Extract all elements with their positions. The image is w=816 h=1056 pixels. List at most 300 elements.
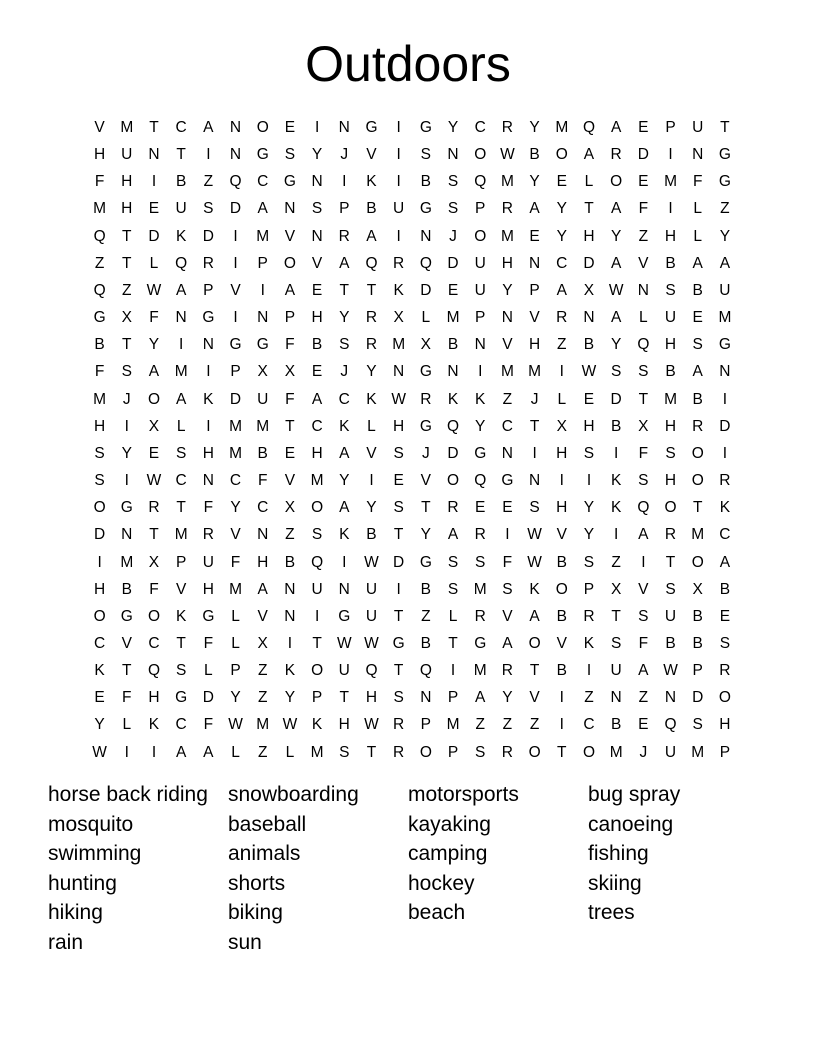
- grid-letter: V: [420, 472, 432, 490]
- grid-letter: U: [393, 200, 405, 218]
- grid-letter: I: [97, 553, 102, 571]
- grid-letter: D: [583, 254, 595, 272]
- grid-letter: I: [342, 173, 347, 191]
- grid-letter: X: [121, 309, 132, 327]
- grid-letter: Z: [720, 200, 730, 218]
- grid-letter: H: [583, 227, 595, 245]
- grid-letter: G: [229, 336, 242, 354]
- grid-letter: N: [447, 146, 459, 164]
- grid-letter: X: [148, 553, 160, 571]
- grid-letter: N: [284, 580, 296, 598]
- grid-letter: A: [284, 281, 296, 299]
- grid-letter: U: [311, 580, 323, 598]
- grid-letter: N: [637, 281, 649, 299]
- grid-letter: R: [501, 119, 513, 136]
- grid-letter: F: [122, 689, 132, 707]
- grid-letter: M: [500, 173, 514, 191]
- grid-letter: I: [151, 743, 157, 761]
- grid-letter: P: [203, 281, 214, 299]
- grid-letter: P: [529, 281, 540, 299]
- grid-letter: F: [692, 173, 703, 191]
- grid-letter: U: [664, 607, 677, 625]
- grid-letter: G: [718, 173, 731, 191]
- grid-letter: O: [474, 146, 487, 164]
- grid-letter: H: [501, 254, 513, 272]
- grid-letter: K: [366, 390, 377, 408]
- grid-letter: M: [229, 580, 242, 598]
- grid-letter: L: [122, 716, 132, 734]
- grid-letter: C: [311, 417, 323, 435]
- grid-letter: S: [692, 336, 703, 354]
- grid-letter: A: [583, 146, 595, 164]
- grid-letter: A: [175, 281, 187, 299]
- grid-letter: Z: [257, 743, 268, 761]
- grid-letter: Y: [420, 526, 432, 544]
- grid-letter: E: [638, 173, 649, 191]
- grid-letter: I: [260, 281, 265, 299]
- grid-letter: C: [93, 634, 106, 652]
- grid-letter: N: [257, 526, 269, 544]
- grid-letter: G: [93, 309, 106, 327]
- grid-letter: M: [256, 716, 270, 734]
- grid-row: [86, 223, 739, 250]
- grid-letter: L: [421, 309, 431, 327]
- grid-letter: M: [691, 526, 705, 544]
- grid-letter: K: [175, 607, 187, 625]
- grid-letter: J: [449, 227, 457, 245]
- grid-letter: K: [447, 390, 459, 408]
- grid-letter: U: [692, 119, 704, 136]
- grid-letter: L: [285, 743, 295, 761]
- grid-letter: W: [581, 363, 597, 381]
- grid-letter: B: [665, 634, 676, 652]
- grid-letter: L: [204, 662, 213, 680]
- grid-letter: I: [124, 417, 129, 435]
- grid-letter: V: [556, 526, 567, 544]
- grid-letter: Z: [638, 689, 649, 707]
- grid-letter: I: [450, 662, 456, 680]
- grid-letter: E: [311, 281, 323, 299]
- grid-letter: R: [583, 607, 595, 625]
- grid-letter: U: [121, 146, 133, 164]
- grid-letter: J: [340, 363, 349, 381]
- grid-letter: T: [421, 499, 431, 517]
- grid-letter: E: [148, 200, 160, 218]
- grid-letter: T: [393, 662, 404, 680]
- grid-letter: B: [692, 281, 703, 299]
- grid-letter: A: [529, 200, 540, 218]
- word-list-item: kayaking: [408, 812, 491, 836]
- grid-letter: S: [175, 444, 187, 462]
- grid-letter: E: [447, 281, 459, 299]
- grid-letter: V: [529, 689, 540, 707]
- grid-letter: D: [93, 526, 106, 544]
- grid-letter: I: [396, 119, 401, 136]
- grid-letter: M: [473, 580, 487, 598]
- grid-letter: B: [719, 580, 731, 598]
- grid-letter: M: [446, 716, 460, 734]
- grid-letter: A: [257, 200, 268, 218]
- grid-letter: R: [719, 662, 731, 680]
- grid-letter: P: [230, 363, 241, 381]
- grid-letter: S: [665, 281, 676, 299]
- word-list-item: biking: [228, 901, 283, 925]
- grid-letter: C: [175, 716, 187, 734]
- grid-letter: S: [529, 499, 540, 517]
- grid-letter: Q: [664, 716, 677, 734]
- grid-letter: V: [529, 309, 540, 327]
- grid-letter: Z: [584, 689, 594, 707]
- grid-letter: T: [366, 281, 377, 299]
- grid-letter: D: [420, 281, 432, 299]
- grid-letter: I: [206, 146, 211, 164]
- grid-letter: T: [366, 743, 377, 761]
- grid-letter: B: [175, 173, 187, 191]
- grid-letter: O: [419, 743, 432, 761]
- grid-letter: S: [638, 363, 649, 381]
- grid-letter: Q: [419, 662, 432, 680]
- grid-letter: E: [583, 390, 595, 408]
- grid-letter: G: [202, 309, 215, 327]
- grid-letter: B: [420, 173, 432, 191]
- grid-letter: I: [668, 146, 673, 164]
- grid-letter: T: [720, 119, 730, 136]
- grid-letter: Y: [121, 444, 132, 462]
- grid-letter: T: [448, 634, 458, 652]
- grid-letter: O: [147, 607, 160, 625]
- grid-letter: C: [257, 173, 269, 191]
- grid-letter: U: [719, 281, 731, 299]
- grid-letter: K: [339, 526, 350, 544]
- grid-letter: D: [637, 146, 649, 164]
- grid-letter: M: [664, 173, 677, 191]
- grid-letter: R: [393, 743, 405, 761]
- grid-letter: E: [393, 472, 404, 490]
- grid-letter: S: [339, 336, 350, 354]
- grid-letter: H: [556, 444, 568, 462]
- word-list-item: swimming: [48, 842, 142, 866]
- grid-letter: D: [447, 444, 459, 462]
- grid-letter: J: [340, 146, 349, 164]
- grid-letter: M: [120, 553, 134, 571]
- grid-letter: C: [338, 390, 350, 408]
- grid-letter: D: [447, 254, 459, 272]
- grid-letter: B: [556, 553, 567, 571]
- grid-letter: H: [121, 173, 133, 191]
- grid-letter: S: [339, 743, 350, 761]
- grid-letter: M: [120, 119, 134, 136]
- grid-letter: N: [202, 472, 214, 490]
- grid-letter: Q: [175, 254, 188, 272]
- grid-letter: H: [93, 580, 106, 598]
- grid-letter: L: [367, 417, 376, 435]
- grid-letter: Y: [475, 417, 486, 435]
- word-list-item: snowboarding: [228, 783, 359, 806]
- grid-letter: R: [692, 417, 704, 435]
- grid-letter: I: [559, 689, 564, 707]
- grid-letter: E: [719, 607, 731, 625]
- grid-letter: H: [93, 146, 106, 164]
- grid-letter: C: [583, 716, 595, 734]
- grid-letter: E: [502, 499, 513, 517]
- grid-row: [86, 630, 739, 657]
- grid-letter: H: [365, 689, 378, 707]
- grid-letter: K: [610, 472, 622, 490]
- grid-letter: I: [206, 417, 211, 435]
- grid-letter: M: [93, 200, 107, 218]
- grid-letter: H: [311, 444, 323, 462]
- grid-letter: J: [530, 390, 539, 408]
- grid-letter: H: [202, 444, 214, 462]
- grid-letter: E: [638, 716, 649, 734]
- grid-letter: I: [505, 526, 510, 544]
- grid-letter: O: [311, 499, 324, 517]
- grid-letter: F: [285, 390, 295, 408]
- grid-letter: H: [338, 716, 350, 734]
- grid-letter: B: [366, 526, 377, 544]
- grid-letter: B: [665, 254, 676, 272]
- grid-letter: T: [176, 634, 186, 652]
- grid-letter: L: [231, 743, 240, 761]
- grid-letter: P: [475, 309, 486, 327]
- grid-letter: H: [664, 336, 677, 354]
- word-list-item: mosquito: [48, 812, 134, 836]
- grid-letter: Q: [365, 254, 378, 272]
- grid-letter: I: [233, 309, 238, 327]
- grid-letter: Z: [557, 336, 567, 354]
- grid-letter: G: [474, 444, 487, 462]
- grid-letter: N: [583, 309, 595, 327]
- grid-letter: N: [393, 363, 405, 381]
- grid-letter: J: [122, 390, 131, 408]
- grid-row: [86, 440, 739, 467]
- grid-letter: M: [174, 526, 188, 544]
- grid-row: [86, 277, 739, 304]
- grid-row: [86, 494, 739, 521]
- grid-row: [86, 141, 739, 168]
- grid-letter: K: [475, 390, 486, 408]
- grid-letter: V: [366, 444, 377, 462]
- grid-letter: B: [556, 607, 567, 625]
- grid-letter: P: [447, 743, 459, 761]
- grid-letter: W: [527, 553, 542, 571]
- grid-letter: W: [527, 526, 542, 544]
- grid-letter: T: [122, 227, 132, 245]
- word-list-item: motorsports: [408, 783, 519, 806]
- grid-letter: O: [447, 472, 460, 490]
- grid-letter: C: [148, 634, 160, 652]
- grid-letter: I: [396, 173, 401, 191]
- grid-letter: X: [610, 580, 622, 598]
- grid-letter: K: [529, 580, 540, 598]
- grid-letter: L: [149, 254, 159, 272]
- grid-letter: B: [692, 634, 703, 652]
- grid-letter: B: [665, 363, 676, 381]
- grid-letter: W: [228, 716, 243, 734]
- grid-letter: N: [447, 363, 459, 381]
- grid-letter: D: [202, 227, 214, 245]
- grid-letter: M: [664, 390, 677, 408]
- grid-letter: F: [638, 634, 649, 652]
- grid-letter: Y: [583, 499, 595, 517]
- grid-letter: A: [339, 444, 350, 462]
- word-list-item: rain: [48, 930, 84, 954]
- grid-letter: M: [500, 363, 514, 381]
- grid-letter: X: [556, 417, 567, 435]
- grid-letter: B: [583, 336, 595, 354]
- grid-letter: A: [529, 607, 540, 625]
- word-list-item: fishing: [588, 842, 649, 866]
- grid-letter: Y: [610, 227, 622, 245]
- grid-letter: I: [722, 444, 728, 462]
- grid-letter: A: [610, 200, 622, 218]
- grid-letter: G: [419, 553, 432, 571]
- grid-letter: A: [175, 743, 187, 761]
- grid-letter: I: [342, 553, 347, 571]
- grid-letter: I: [314, 119, 320, 136]
- grid-letter: N: [338, 580, 350, 598]
- grid-letter: R: [664, 526, 677, 544]
- grid-letter: F: [230, 553, 241, 571]
- grid-letter: T: [665, 553, 676, 571]
- grid-letter: L: [231, 607, 240, 625]
- grid-letter: B: [529, 146, 540, 164]
- grid-letter: D: [148, 227, 160, 245]
- grid-letter: E: [529, 227, 540, 245]
- grid-letter: S: [447, 580, 459, 598]
- grid-letter: O: [528, 634, 541, 652]
- grid-letter: S: [393, 689, 404, 707]
- grid-letter: I: [532, 444, 537, 462]
- grid-letter: I: [396, 227, 401, 245]
- grid-letter: R: [365, 336, 378, 354]
- grid-letter: D: [610, 390, 622, 408]
- grid-letter: G: [474, 634, 487, 652]
- grid-letter: P: [175, 553, 187, 571]
- grid-letter: A: [148, 363, 160, 381]
- grid-letter: F: [203, 716, 214, 734]
- grid-letter: M: [555, 119, 569, 136]
- grid-letter: B: [366, 200, 377, 218]
- grid-letter: H: [664, 417, 677, 435]
- grid-letter: T: [122, 336, 132, 354]
- grid-letter: M: [392, 336, 406, 354]
- grid-letter: T: [557, 743, 567, 761]
- grid-letter: Z: [94, 254, 105, 272]
- grid-letter: Q: [147, 662, 160, 680]
- grid-letter: M: [174, 363, 188, 381]
- grid-letter: Z: [638, 227, 649, 245]
- grid-letter: B: [311, 336, 323, 354]
- grid-letter: P: [311, 689, 323, 707]
- grid-letter: N: [501, 309, 513, 327]
- grid-letter: T: [312, 634, 322, 652]
- grid-letter: R: [338, 227, 350, 245]
- grid-letter: V: [284, 472, 296, 490]
- word-column: [48, 780, 228, 958]
- grid-letter: S: [284, 146, 296, 164]
- grid-row: [86, 711, 739, 738]
- grid-letter: T: [393, 526, 404, 544]
- grid-letter: V: [502, 336, 513, 354]
- grid-row: [86, 114, 739, 141]
- grid-letter: L: [557, 390, 567, 408]
- grid-letter: G: [718, 336, 731, 354]
- grid-letter: M: [93, 390, 107, 408]
- word-list-item: horse back riding: [48, 783, 208, 806]
- grid-letter: A: [203, 119, 214, 136]
- grid-letter: M: [473, 662, 487, 680]
- grid-letter: S: [719, 634, 731, 652]
- grid-letter: M: [691, 743, 705, 761]
- grid-letter: L: [693, 200, 703, 218]
- grid-letter: G: [419, 119, 432, 136]
- grid-letter: Q: [474, 173, 487, 191]
- page-title: Outdoors: [305, 36, 511, 92]
- grid-letter: W: [282, 716, 298, 734]
- grid-letter: G: [718, 146, 731, 164]
- grid-letter: I: [179, 336, 184, 354]
- grid-letter: I: [206, 363, 211, 381]
- grid-letter: Z: [502, 390, 513, 408]
- grid-letter: S: [502, 580, 513, 598]
- grid-letter: Y: [284, 689, 296, 707]
- grid-letter: V: [175, 580, 187, 598]
- grid-row: [86, 331, 739, 358]
- grid-letter: H: [556, 499, 568, 517]
- grid-letter: E: [148, 444, 160, 462]
- grid-letter: O: [691, 444, 704, 462]
- grid-letter: L: [639, 309, 648, 327]
- grid-letter: A: [475, 689, 486, 707]
- grid-letter: I: [369, 472, 374, 490]
- grid-row: [86, 549, 739, 576]
- grid-letter: S: [311, 526, 323, 544]
- grid-letter: U: [257, 390, 269, 408]
- grid-letter: W: [364, 634, 379, 652]
- grid-letter: M: [229, 417, 242, 435]
- grid-letter: I: [586, 472, 592, 490]
- word-list-item: hockey: [408, 871, 475, 895]
- grid-letter: T: [692, 499, 703, 517]
- grid-letter: J: [639, 743, 648, 761]
- grid-letter: Y: [366, 363, 377, 381]
- grid-letter: Q: [311, 553, 324, 571]
- grid-row: [86, 195, 739, 222]
- grid-letter: N: [202, 336, 214, 354]
- grid-letter: H: [311, 309, 323, 327]
- grid-letter: N: [257, 309, 269, 327]
- grid-letter: T: [393, 607, 404, 625]
- grid-letter: A: [257, 580, 268, 598]
- grid-letter: I: [314, 607, 320, 625]
- grid-letter: N: [420, 227, 432, 245]
- grid-letter: I: [559, 472, 564, 490]
- grid-letter: P: [284, 309, 296, 327]
- grid-letter: S: [692, 716, 703, 734]
- grid-letter: G: [501, 472, 514, 490]
- word-list-item: camping: [408, 842, 488, 866]
- grid-letter: V: [284, 227, 296, 245]
- grid-letter: S: [393, 444, 404, 462]
- grid-letter: Y: [583, 526, 595, 544]
- grid-letter: K: [719, 499, 731, 517]
- grid-letter: N: [664, 689, 677, 707]
- grid-letter: Z: [257, 689, 268, 707]
- grid-letter: O: [610, 173, 623, 191]
- word-list-item: bug spray: [588, 783, 681, 806]
- grid-letter: W: [92, 743, 107, 761]
